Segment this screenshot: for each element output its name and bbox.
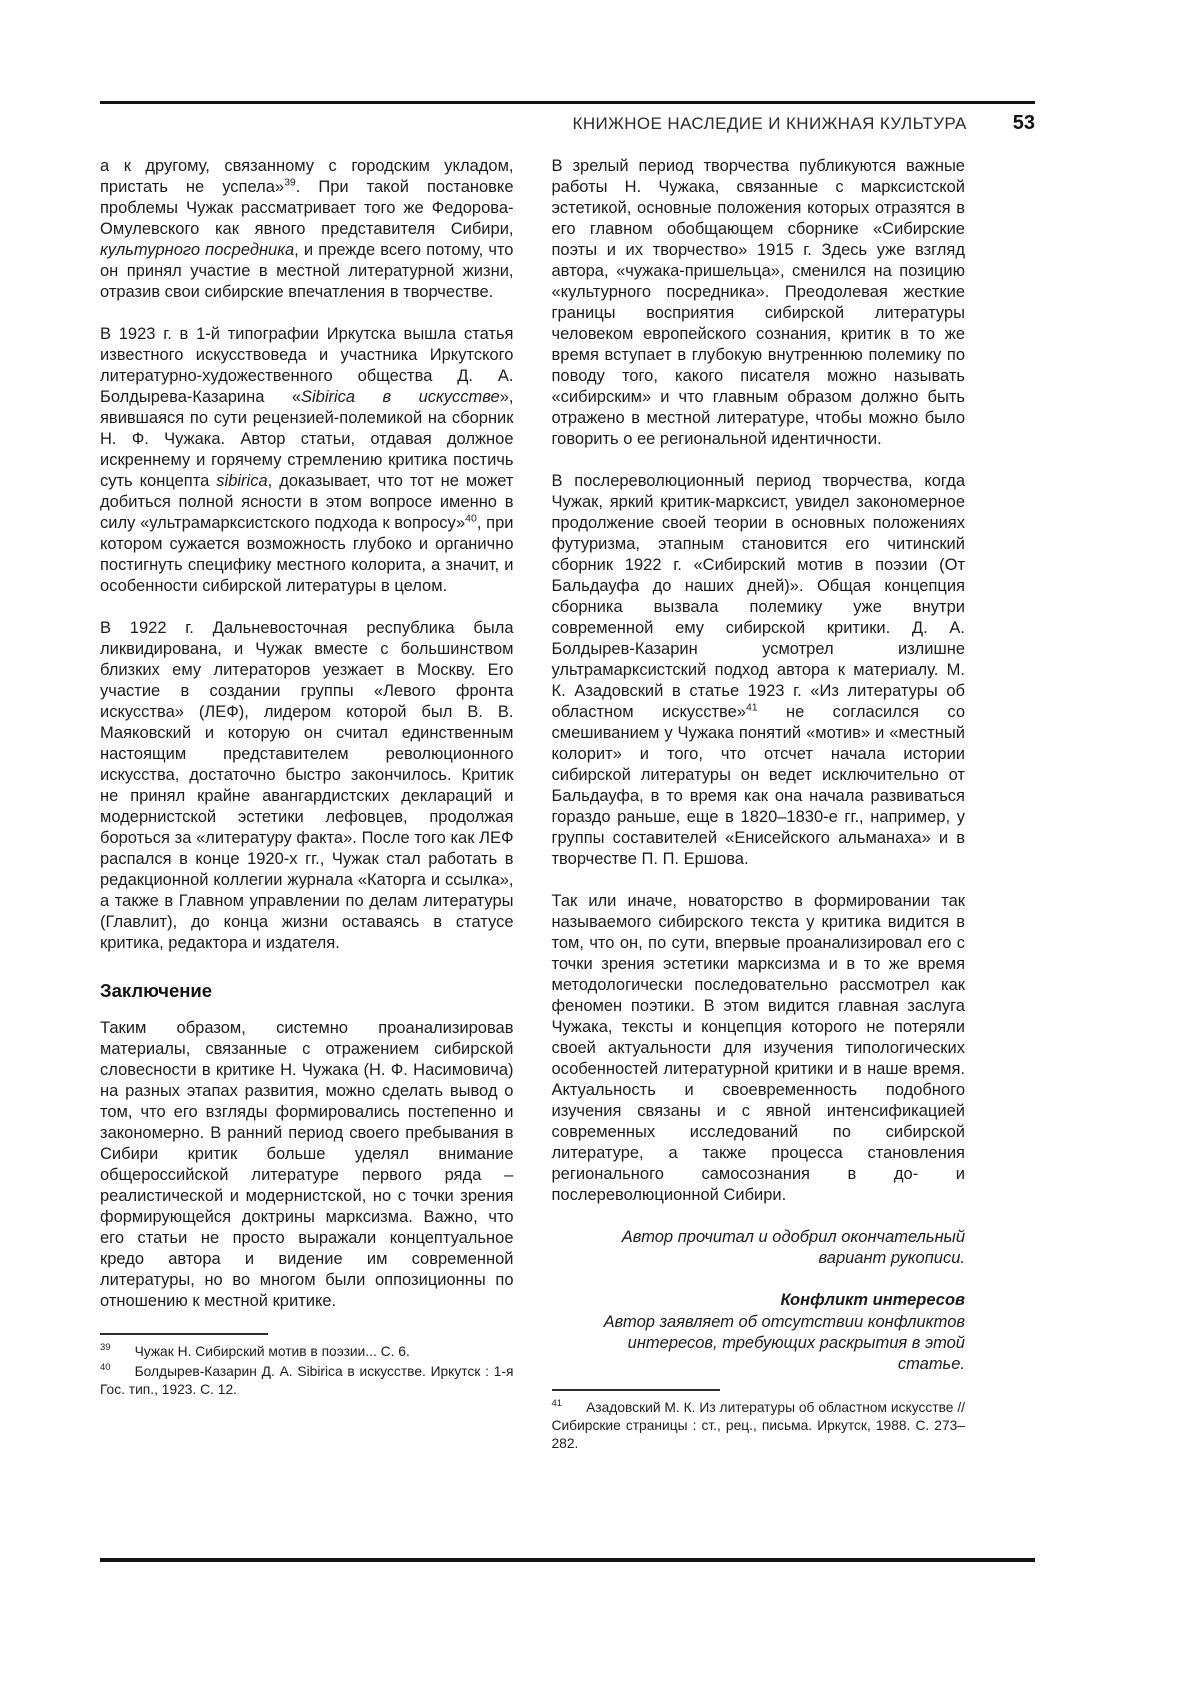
- paragraph: В 1923 г. в 1-й типографии Иркутска вышла статья известного искусствоведа и участника Иркутского литературно-художественного общества Д. А. Болдырева-Казарина «Sibirica в искусстве», явившаяся по сути рецензией-полемикой на сборник Н. Ф. Чужака. Автор статьи, отдавая должное искреннему и горячему стремлению критика постичь суть концепта sibirica, доказывает, что тот не может добиться полной ясности в этом вопросе именно в силу «ультрамарксистского подхода к вопросу»$^{40}$, при котором сужается возможность глубоко и органично постигнуть специфику местного колорита, а значит, и особенности сибирской литературы в целом.: [100, 325, 514, 595]
- footnote-separator: [100, 1333, 268, 1335]
- footnote-marker: 41: [551, 1398, 563, 1410]
- page-header: [100, 112, 1035, 135]
- section-heading-conclusion: Заключение: [100, 980, 213, 1001]
- paragraph: Таким образом, системно проанализировав материалы, связанные с отражением сибирской словесности в критике Н. Чужака (Н. Ф. Насимовича) на разных этапах развития, можно сделать вывод о том, что его взгляды формировались постепенно и закономерно. В ранний период своего пребывания в Сибири критик больше уделял внимание общероссийской литературе первого ряда – реалистической и модернистской, но с точки зрения формирующейся доктрины марксизма. Важно, что его статьи не просто выражали концептуальное кредо автора и видение им современной литературы, но во многом были оппозиционны по отношению к местной критике.: [100, 1019, 514, 1310]
- conflict-of-interest-heading: Конфликт интересов: [780, 1291, 965, 1309]
- footnote-text: Болдырев-Казарин Д. А. Sibirica в искусстве. Иркутск : 1-я Гос. тип., 1923. С. 12.: [100, 1364, 514, 1397]
- footnote: [100, 1343, 514, 1361]
- footnote-text: Азадовский М. К. Из литературы об областном искусстве // Сибирские страницы : ст., рец., письма. Иркутск, 1988. С. 273–282.: [551, 1400, 965, 1451]
- header-rule: [100, 101, 1035, 104]
- conflict-of-interest-statement: Автор заявляет об отсутствии конфликтов интересов, требующих раскрытия в этой статье.: [603, 1313, 965, 1373]
- footnote-text: Чужак Н. Сибирский мотив в поэзии... С. 6.: [134, 1344, 410, 1359]
- bottom-rule: [100, 1558, 1035, 1562]
- left-column: [100, 156, 514, 1455]
- footnote-marker: 40: [100, 1362, 111, 1374]
- footnotes-left: [100, 1333, 514, 1399]
- text-columns: [100, 156, 965, 1455]
- paragraph: В послереволюционный период творчества, когда Чужак, яркий критик-марксист, увидел закономерное продолжение своей теории в основных положениях футуризма, этапным становится его читинский сборник 1922 г. «Сибирский мотив в поэзии (От Бальдауфа до наших дней)». Общая концепция сборника вызвала полемику уже внутри современной ему сибирской критики. Д. А. Болдырев-Казарин усмотрел излишне ультрамарксистский подход автора к материалу. М. К. Азадовский в статье 1923 г. «Из литературы об областном искусстве»$^{41}$ не согласился со смешиванием у Чужака понятий «мотив» и «местный колорит» и того, что отсчет начала истории сибирской литературы он ведет исключительно от Бальдауфа, в то время как она начала развиваться гораздо раньше, еще в 1820–1830-е гг., например, у группы составителей «Енисейского альманаха» и в творчестве П. П. Ершова.: [551, 472, 965, 868]
- footnotes-right: [552, 1389, 966, 1453]
- author-approval-note: Автор прочитал и одобрил окончательный вариант рукописи.: [621, 1228, 965, 1267]
- paragraph: В зрелый период творчества публикуются важные работы Н. Чужака, связанные с марксистской эстетикой, основные положения которых отразятся в его главном обобщающем сборнике «Сибирские поэты и их творчество» 1915 г. Здесь уже взгляд автора, «чужака-пришельца», сменился на позицию «культурного посредника». Преодолевая жесткие границы восприятия сибирской литературы человеком европейского сознания, критик в то же время вступает в глубокую внутреннюю полемику по поводу того, какого писателя можно называть «сибирским» и что главным образом должно быть отражено в местной литературе, чтобы можно было говорить о ее региональной идентичности.: [551, 157, 965, 448]
- footnote-marker: 39: [100, 1342, 111, 1354]
- paragraph: а к другому, связанному с городским укладом, пристать не успела»$^{39}$. При такой постановке проблемы Чужак рассматривает того же Федорова-Омулевского как явного представителя Сибири, культурного посредника, и прежде всего потому, что он принял участие в местной литературной жизни, отразив свои сибирские впечатления в творчестве.: [100, 157, 514, 301]
- paragraph: В 1922 г. Дальневосточная республика была ликвидирована, и Чужак вместе с большинством близких ему литераторов уезжает в Москву. Его участие в создании группы «Левого фронта искусства» (ЛЕФ), лидером которой был В. В. Маяковский и которую он считал единственным настоящим представителем революционного искусства, достаточно быстро закончилось. Критик не принял крайне авангардистских деклараций и модернистской эстетики лефовцев, продолжая бороться за «литературу факта». После того как ЛЕФ распался в конце 1920-х гг., Чужак стал работать в редакционной коллегии журнала «Каторга и ссылка», а также в Главном управлении по делам литературы (Главлит), до конца жизни оставаясь в статусе критика, редактора и издателя.: [100, 619, 514, 952]
- footnote-separator: [552, 1389, 720, 1391]
- right-column: [552, 156, 966, 1455]
- page-number: 53: [1012, 112, 1035, 134]
- footnote: [100, 1363, 514, 1399]
- running-head: КНИЖНОЕ НАСЛЕДИЕ И КНИЖНАЯ КУЛЬТУРА: [572, 114, 967, 133]
- paragraph: Так или иначе, новаторство в формировании так называемого сибирского текста у критика видится в том, что он, по сути, впервые проанализировал его с точки зрения эстетики марксизма и в то же время методологически последовательно рассмотрел как феномен поэтики. В этом видится главная заслуга Чужака, тексты и концепция которого не потеряли своей актуальности для изучения типологических особенностей литературной критики и в наше время. Актуальность и своевременность подобного изучения связаны и с явной интенсификацией современных исследований по сибирской литературе, а также процесса становления регионального самосознания в до- и послереволюционной Сибири.: [551, 892, 965, 1204]
- footnote: [552, 1399, 966, 1453]
